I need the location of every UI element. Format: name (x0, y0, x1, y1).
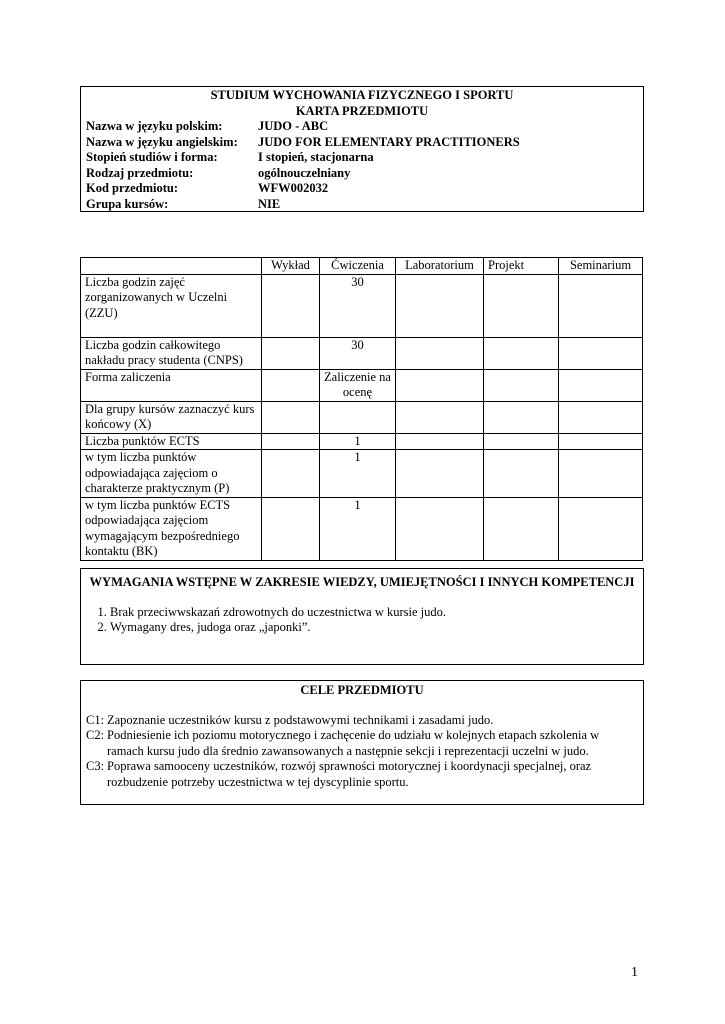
header-key: Nazwa w języku polskim: (86, 119, 223, 133)
header-row-course-type (86, 166, 638, 182)
table-cell (559, 433, 643, 450)
row-label: Liczba godzin całkowitego nakładu pracy studenta (CNPS) (81, 337, 262, 369)
goal-item (86, 713, 638, 729)
goal-text: Zapoznanie uczestników kursu z podstawowymi technikami i zasadami judo. (107, 712, 494, 727)
study-title: STUDIUM WYCHOWANIA FIZYCZNEGO I SPORTU (210, 88, 514, 102)
table-cell (262, 433, 320, 450)
goal-text: Poprawa samooceny uczestników, rozwój sprawności motorycznej i koordynacji specjalnej, oraz rozbudzenie potrzeby uczestnictwa w tej dyscyplinie sportu. (107, 759, 592, 789)
column-header: Laboratorium (396, 258, 484, 275)
row-label: Dla grupy kursów zaznaczyć kurs końcowy (X) (81, 401, 262, 433)
table-cell (262, 369, 320, 401)
table-cell (396, 497, 484, 560)
table-row (81, 337, 643, 369)
table-cell: 30 (320, 337, 396, 369)
table-row (81, 369, 643, 401)
requirements-heading: WYMAGANIA WSTĘPNE W ZAKRESIE WIEDZY, UMIEJĘTNOŚCI I INNYCH KOMPETENCJI (89, 575, 635, 589)
table-cell (484, 401, 559, 433)
hours-table (80, 257, 643, 561)
goals-box (80, 680, 644, 805)
table-cell (320, 401, 396, 433)
header-key: Nazwa w języku angielskim: (86, 134, 238, 149)
header-row-english-name (86, 135, 638, 151)
table-row (81, 401, 643, 433)
goal-text: Podniesienie ich poziomu motorycznego i zachęcenie do udziału w kolejnych etapach szkolenia w ramach kursu judo dla średnio zawansowanych a następnie sekcji i reprezentacji uczelni w judo. (107, 728, 600, 758)
goal-label: C2: (86, 728, 105, 742)
table-row (81, 497, 643, 560)
column-header: Seminarium (559, 258, 643, 275)
table-cell (559, 497, 643, 560)
table-cell (559, 401, 643, 433)
table-cell (262, 337, 320, 369)
column-header: Ćwiczenia (320, 258, 396, 275)
column-header (81, 258, 262, 275)
table-cell (396, 274, 484, 337)
goal-item (86, 728, 638, 759)
header-value: JUDO FOR ELEMENTARY PRACTITIONERS (258, 134, 520, 149)
header-row-polish-name (86, 119, 638, 135)
table-cell (559, 450, 643, 498)
table-cell: Zaliczenie na ocenę (320, 369, 396, 401)
table-cell (484, 369, 559, 401)
table-cell: 30 (320, 274, 396, 337)
card-title: KARTA PRZEDMIOTU (295, 103, 429, 118)
row-label: w tym liczba punktów ECTS odpowiadająca zajęciom wymagającym bezpośredniego kontaktu (BK) (81, 497, 262, 560)
requirement-item: 1. Brak przeciwwskazań zdrowotnych do uczestnictwa w kursie judo. (110, 605, 638, 621)
table-cell: 1 (320, 497, 396, 560)
goals-heading: CELE PRZEDMIOTU (300, 683, 424, 697)
goal-item (86, 759, 638, 790)
page-number: 1 (631, 965, 638, 980)
goal-label: C3: (86, 759, 105, 773)
table-cell (262, 274, 320, 337)
header-value: JUDO - ABC (258, 119, 329, 133)
table-cell (559, 337, 643, 369)
header-value: WFW002032 (258, 181, 329, 195)
course-header-box (80, 86, 644, 212)
table-row (81, 450, 643, 498)
table-cell (484, 274, 559, 337)
table-cell (262, 401, 320, 433)
table-cell (396, 369, 484, 401)
requirements-list (86, 605, 638, 636)
table-cell (262, 497, 320, 560)
table-cell (396, 450, 484, 498)
goal-label: C1: (86, 712, 105, 727)
table-cell (559, 369, 643, 401)
header-key: Grupa kursów: (86, 196, 169, 211)
table-row (81, 433, 643, 450)
header-key: Stopień studiów i forma: (86, 150, 218, 164)
table-cell (484, 337, 559, 369)
table-cell (396, 401, 484, 433)
column-header: Wykład (262, 258, 320, 275)
requirements-box (80, 568, 644, 665)
table-cell (559, 274, 643, 337)
table-cell (484, 497, 559, 560)
header-row-course-group (86, 197, 638, 213)
row-label: w tym liczba punktów odpowiadająca zajęciom o charakterze praktycznym (P) (81, 450, 262, 498)
table-cell (484, 450, 559, 498)
header-value: I stopień, stacjonarna (258, 150, 374, 164)
header-key: Rodzaj przedmiotu: (86, 165, 194, 180)
table-cell (484, 433, 559, 450)
row-label: Forma zaliczenia (81, 369, 262, 401)
table-cell: 1 (320, 433, 396, 450)
requirement-item: 2. Wymagany dres, judoga oraz „japonki”. (110, 620, 638, 636)
header-row-study-level (86, 150, 638, 166)
header-row-course-code (86, 181, 638, 197)
header-value: NIE (258, 196, 281, 211)
row-label: Liczba godzin zajęć zorganizowanych w Uczelni (ZZU) (81, 274, 262, 337)
header-value: ogólnouczelniany (258, 165, 351, 180)
header-key: Kod przedmiotu: (86, 181, 179, 195)
table-cell: 1 (320, 450, 396, 498)
table-row (81, 274, 643, 337)
column-header: Projekt (484, 258, 559, 275)
table-header-row (81, 258, 643, 275)
table-cell (396, 337, 484, 369)
table-cell (396, 433, 484, 450)
table-cell (262, 450, 320, 498)
row-label: Liczba punktów ECTS (81, 433, 262, 450)
